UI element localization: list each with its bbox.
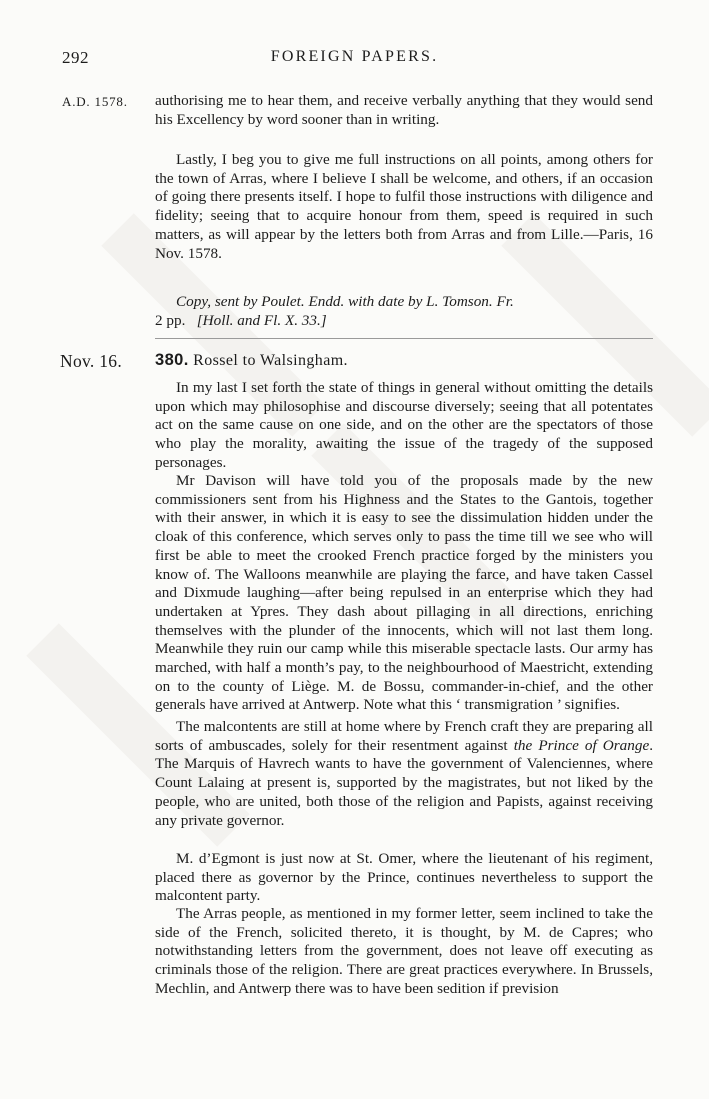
entry-380-paragraph-4 bbox=[155, 850, 653, 906]
entry-title: Rossel to Walsingham. bbox=[193, 352, 348, 369]
endorsement-note bbox=[155, 293, 653, 330]
paragraph-text: The malcontents are still at home where by French craft they are preparing all sorts of ambuscades, solely for their resentment against bbox=[155, 718, 653, 754]
section-divider bbox=[155, 338, 653, 339]
page-number: 292 bbox=[62, 48, 89, 67]
entry-380-paragraph-5 bbox=[155, 905, 653, 999]
entry-number: 380. bbox=[155, 351, 189, 369]
italic-name: the Prince of Orange bbox=[513, 736, 650, 754]
entry-380-paragraph-3 bbox=[155, 718, 653, 830]
entry-380-paragraph-2 bbox=[155, 472, 653, 715]
margin-date: Nov. 16. bbox=[60, 351, 123, 371]
paragraph-text: In my last I set forth the state of things in general without omitting the details upon which may philosophise and discourse diversely; seeing that all potentates act on the same cause on one side, and on the other are the spectators of those who play the morality, awaiting the issue of the tragedy of the supposed personages. bbox=[155, 379, 653, 471]
entry-379-paragraph-2 bbox=[155, 151, 653, 263]
endorsement-text: Copy, sent by Poulet. Endd. with date by L. Tomson. Fr. bbox=[176, 293, 514, 310]
entry-heading bbox=[155, 351, 348, 370]
margin-year: A.D. 1578. bbox=[62, 94, 128, 109]
entry-379-paragraph-1 bbox=[155, 92, 653, 129]
paragraph-text: Lastly, I beg you to give me full instructions on all points, among others for the town of Arras, where I believe I shall be welcome, and others, if an occasion of going there presents itself. I hope to fulfil those instructions with diligence and fidelity; seeing that to acquire honour from them, speed is required in such matters, as will appear by the letters both from Arras and from Lille.—Paris, 16 Nov. 1578. bbox=[155, 151, 653, 262]
paragraph-text: Mr Davison will have told you of the proposals made by the new commissioners sent from his Highness and the States to the Gantois, together with their answer, in which it is easy to see the dissimulation hidden under the cloak of this conference, which serves only to pass the time till we see who will first be able to meet the crooked French practice forged by the ministers you know of. The Walloons meanwhile are playing the farce, and have taken Cassel and Dixmude laughing—after being repulsed in an enterprise which they had undertaken at Ypres. They dash about pillaging in all directions, enriching themselves with the plunder of the innocents, which will not last them long. Meanwhile they ruin our camp while this miserable spectacle lasts. Our army has marched, with half a month’s pay, to the neighbourhood of Maestricht, extending on to the county of Liège. M. de Bossu, commander-in-chief, and the other generals have arrived at Antwerp. Note what this ‘ transmigration ’ signifies. bbox=[155, 472, 653, 714]
paragraph-text: authorising me to hear them, and receive verbally anything that they would send his Excellency by word sooner than in writing. bbox=[155, 92, 653, 128]
page-count: 2 pp. bbox=[155, 311, 186, 329]
running-head: FOREIGN PAPERS. bbox=[270, 48, 439, 65]
paragraph-text: The Arras people, as mentioned in my former letter, seem inclined to take the side of the French, solicited thereto, it is thought, by M. de Capres; who notwithstanding letters from the government, does not leave off executing as criminals those of the religion. There are great practices everywhere. In Brussels, Mechlin, and Antwerp there was to have been sedition if prevision bbox=[155, 905, 653, 997]
reference: [Holl. and Fl. X. 33.] bbox=[196, 311, 327, 329]
paragraph-text: M. d’Egmont is just now at St. Omer, where the lieutenant of his regiment, placed there as governor by the Prince, continues nevertheless to support the malcontent party. bbox=[155, 850, 653, 905]
paragraph-text: . The Marquis of Havrech wants to have the government of Valenciennes, where Count Lalaing at present is, supported by the magistrates, but not liked by the people, who are united, both those of the religion and Papists, against receiving any private governor. bbox=[155, 736, 653, 829]
entry-380-paragraph-1 bbox=[155, 379, 653, 473]
